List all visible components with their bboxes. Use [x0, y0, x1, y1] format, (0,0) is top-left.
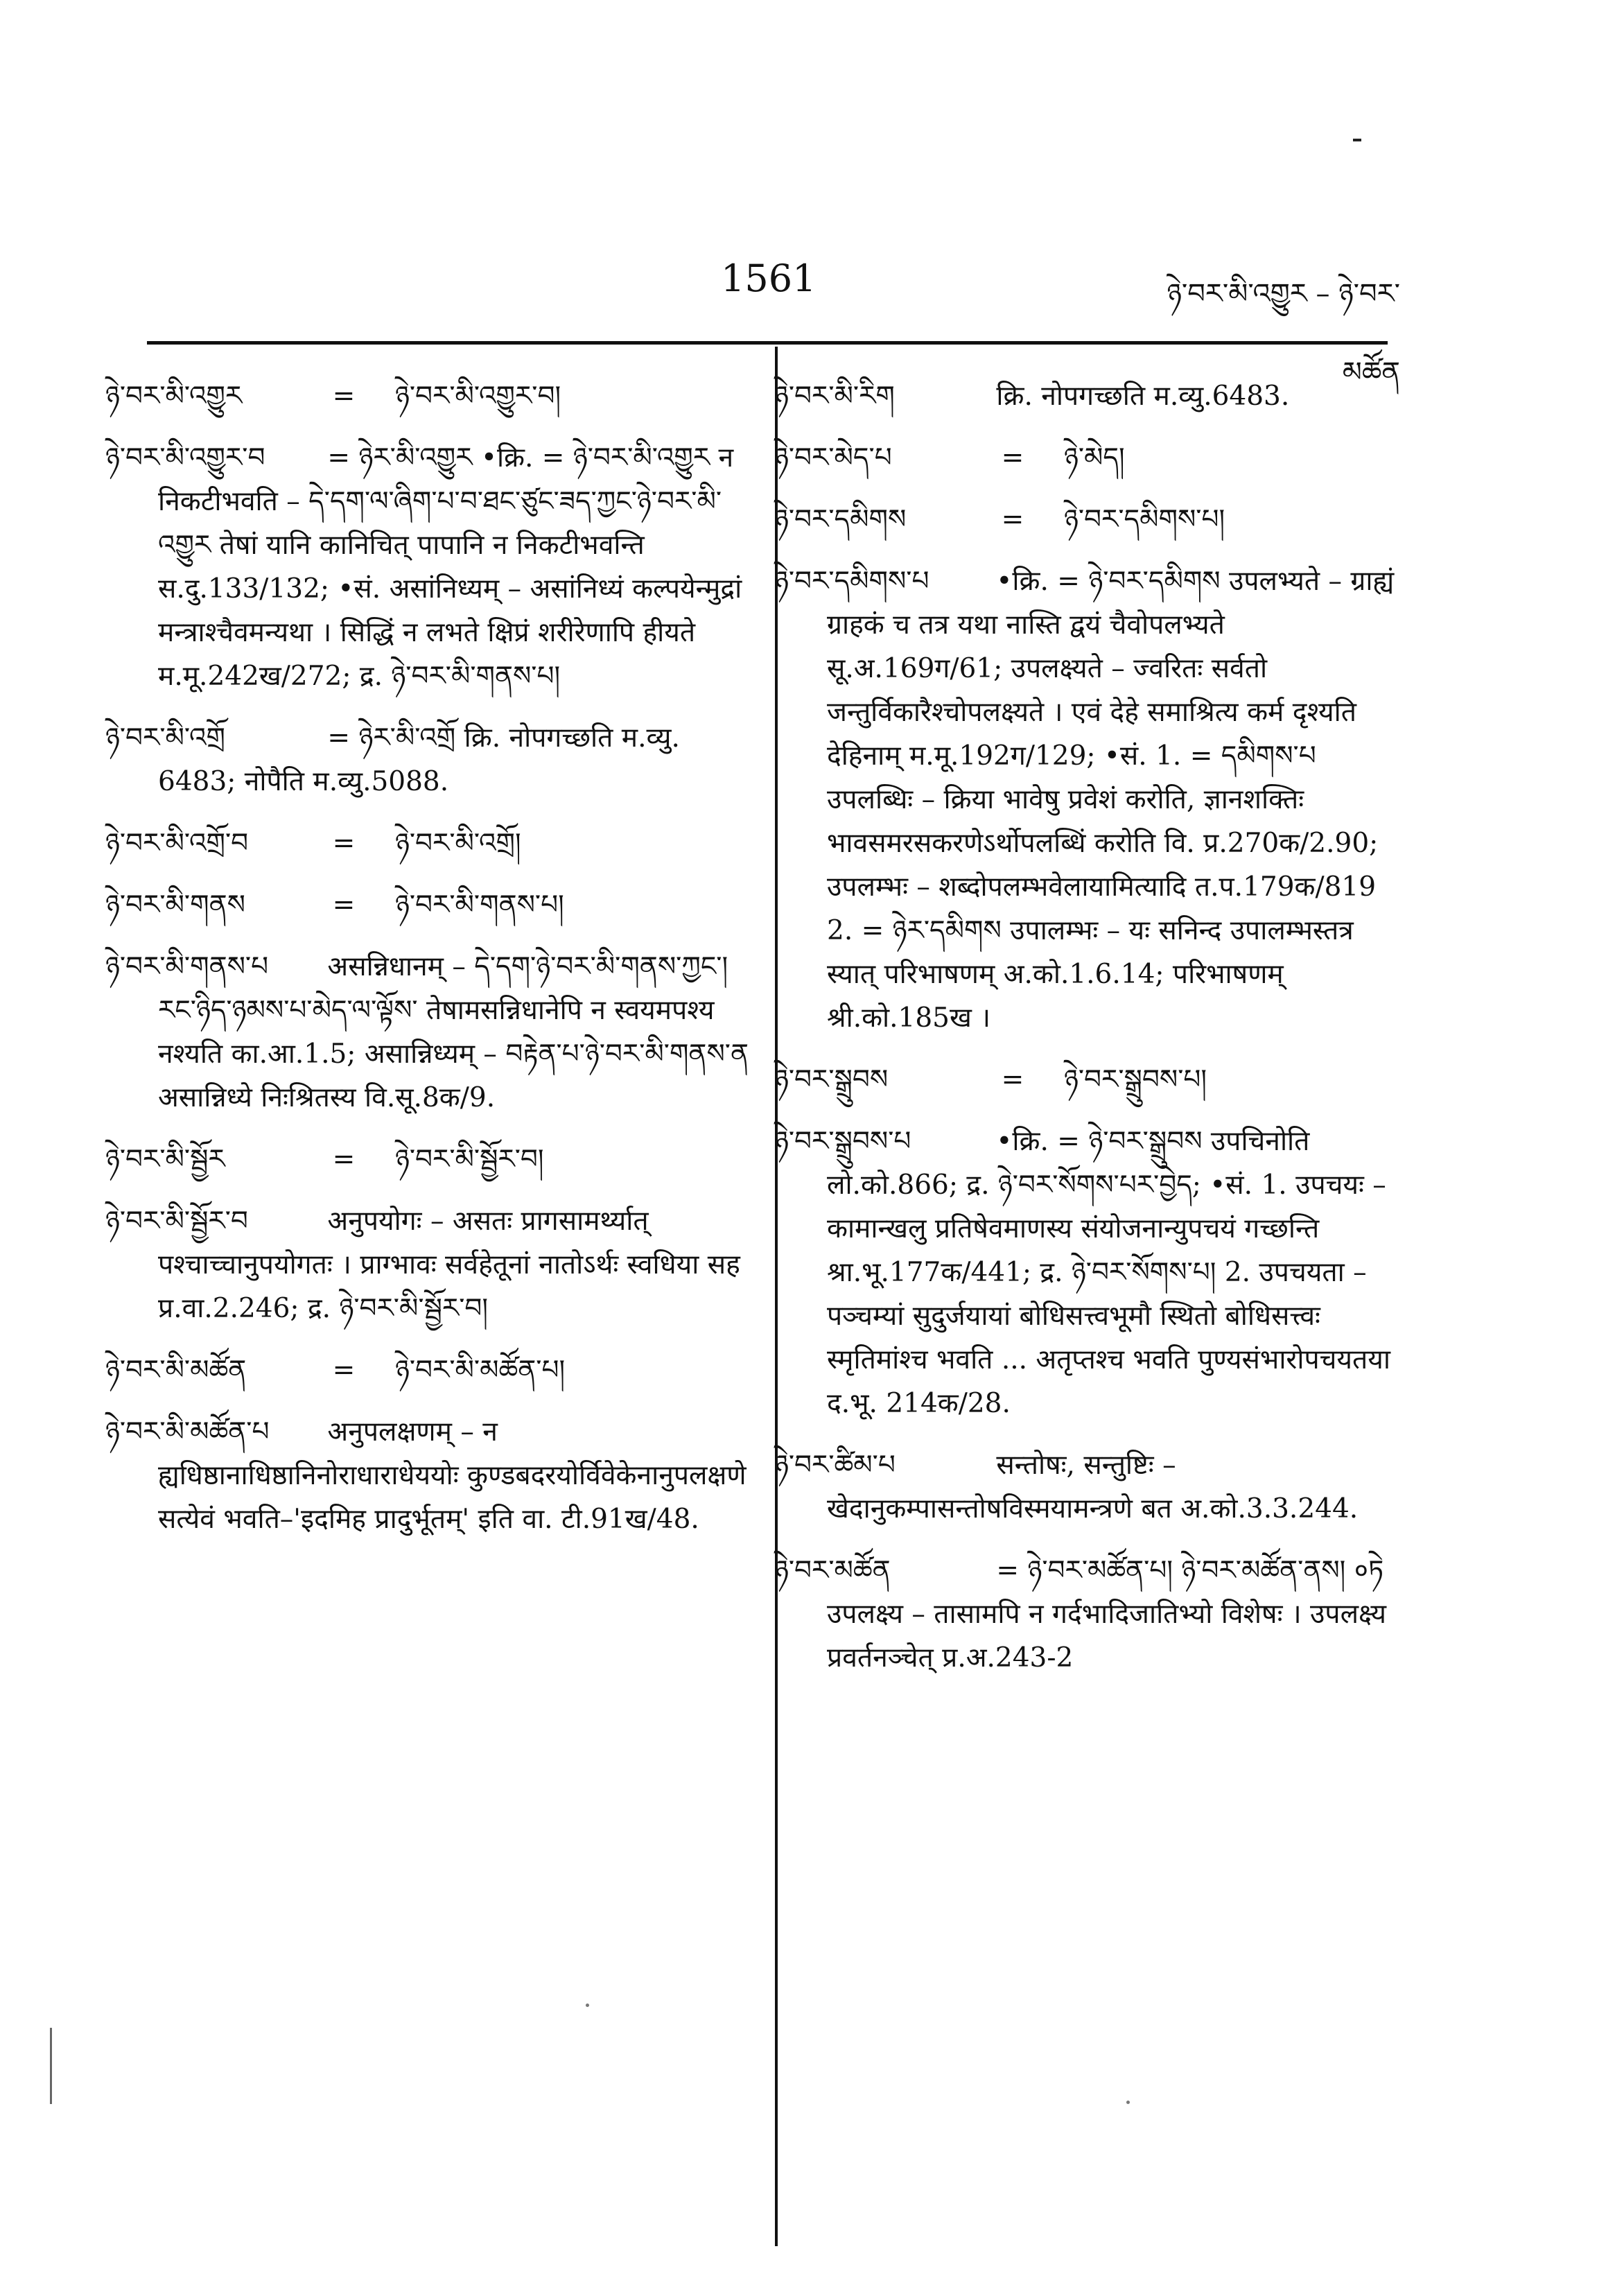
- running-head: ཉེ་བར་མི་འགྱུར – ཉེ་བར་མཚོན: [1167, 278, 1400, 388]
- entry-definition: •क्रि. = ཉེ་བར་དམིགས उपलभ्यते – ग्राह्यं ग्राहकं च तत्र यथा नास्ति द्वयं चैवोपलभ्यते सू.अ.169ग/61; उपलक्ष्यते – ज्वरितः सर्वतो जन्तुर्विकारैश्चोपलक्ष्यते । एवं देहे समाश्रित्य कर्म दृश्यति देहिनाम् म.मू.192ग/129; •सं. 1. = དམིགས་པ उपलब्धिः – क्रिया भावेषु प्रवेशं करोति, ज्ञानशक्तिः भावसमरसकरणेऽर्थोपलब्धिं करोति वि. प्र.270क/2.90; उपलम्भः – शब्दोपलम्भवेलायामित्यादि त.प.179क/819 2. = ཉེར་དམིགས उपालम्भः – यः सनिन्द उपालम्भस्तत्र स्यात् परिभाषणम् अ.को.1.6.14; परिभाषणम् श्री.को.185ख ।: [827, 566, 1395, 1034]
- header-rule: [147, 341, 1388, 345]
- entry-definition: ཉེ་བར་མི་མཚོན་པ།: [395, 1355, 566, 1386]
- equals-sign: =: [332, 889, 356, 921]
- dictionary-entry: [105, 883, 756, 927]
- entry-definition: ཉེ་བར་སྒྲུབས་པ།: [1064, 1064, 1207, 1095]
- entry-definition: अनुपयोगः – असतः प्रागसामर्थ्यात् पश्चाच्चानुपयोगतः । प्राग्भावः सर्वहेतूनां नातोऽर्थः स्वधिया सह प्र.वा.2.246; द्र. ཉེ་བར་མི་སྦྱོར་བ།: [158, 1206, 740, 1324]
- equals-sign: =: [1001, 504, 1024, 535]
- dictionary-entry: [774, 436, 1397, 480]
- entry-definition: = ཉེར་མི་འགྱུར •क्रि. = ཉེ་བར་མི་འགྱུར न निकटीभवति – དེ་དག་ལ་ཞིག་པ་བ་ཐང་ཙུང་ཟད་ཀྱང་ཉེ་བར་མི་འགྱུར तेषां यानि कानिचित् पापानि न निकटीभवन्ति स.दु.133/132; •सं. असांनिध्यम् – असांनिध्यं कल्पयेन्मुद्रां मन्त्राश्चैवमन्यथा । सिद्धिं न लभते क्षिप्रं शरीरेणापि हीयते म.मू.242ख/272; द्र. ཉེ་བར་མི་གནས་པ།: [158, 442, 742, 692]
- entry-headword: ཉེ་བར་མི་འགྱུར་བ: [105, 442, 265, 473]
- entry-headword: ཉེ་བར་མི་རིག: [774, 381, 895, 412]
- entry-headword: ཉེ་བར་སྒྲུབས་པ: [774, 1126, 911, 1157]
- dictionary-entry: [105, 436, 756, 698]
- entry-headword: ཉེ་བར་མཚོན: [774, 1555, 891, 1586]
- entry-headword: ཉེ་བར་མི་འགྲོ་བ: [105, 828, 249, 859]
- dictionary-entry: [105, 716, 756, 803]
- dictionary-entry: [105, 374, 756, 418]
- stray-mark: [1353, 139, 1361, 141]
- entry-definition: ཉེ་བར་མི་སྦྱོར་བ།: [395, 1144, 544, 1175]
- stray-mark: [1126, 2101, 1130, 2104]
- dictionary-entry: [774, 559, 1397, 1040]
- entry-headword: ཉེ་བར་ཚིམ་པ: [774, 1450, 896, 1481]
- entry-definition: ཉེ་བར་མི་གནས་པ།: [395, 889, 564, 921]
- page-number: 1561: [721, 257, 817, 300]
- entry-definition: क्रि. नोपगच्छति म.व्यु.6483.: [996, 381, 1290, 412]
- equals-sign: =: [1001, 1064, 1024, 1095]
- entry-definition: असन्निधानम् – དེ་དག་ཉེ་བར་མི་གནས་ཀྱང་། རང་ཉིད་ཉམས་པ་མེད་ལ་ལྟོས་ तेषामसन्निधानेपि न स्वयमपश्य नश्यति का.आ.1.5; असान्निध्यम् – བརྟེན་པ་ཉེ་བར་མི་གནས་ན असान्निध्ये निःश्रितस्य वि.सू.8क/9.: [158, 951, 749, 1113]
- dictionary-entry: [774, 1443, 1397, 1531]
- entry-definition: ཉེ་བར་མི་འགྲོ།: [395, 828, 521, 859]
- dictionary-entry: [774, 374, 1397, 418]
- dictionary-entry: [774, 1120, 1397, 1425]
- entry-definition: = ཉེར་མི་འགྲོ क्रि. नोपगच्छति म.व्यु. 6483; नोपैति म.व्यु.5088.: [158, 722, 680, 797]
- equals-sign: =: [1001, 442, 1024, 473]
- dictionary-entry: [105, 1138, 756, 1181]
- entry-definition: ཉེ་མེད།: [1064, 442, 1125, 473]
- equals-sign: =: [332, 828, 356, 859]
- entry-headword: ཉེ་བར་མི་མཚོན་པ: [105, 1416, 270, 1448]
- dictionary-entry: [774, 498, 1397, 541]
- dictionary-entry: [774, 1058, 1397, 1102]
- stray-mark: [50, 2028, 52, 2104]
- entry-definition: सन्तोषः, सन्तुष्टिः – खेदानुकम्पासन्तोषविस्मयामन्त्रणे बत अ.को.3.3.244.: [827, 1450, 1359, 1524]
- entry-headword: ཉེ་བར་མི་འགྲོ: [105, 722, 225, 754]
- equals-sign: =: [332, 1355, 356, 1386]
- entry-headword: ཉེ་བར་མི་གནས: [105, 889, 245, 921]
- dictionary-entry: [105, 822, 756, 865]
- dictionary-entry: [105, 1348, 756, 1392]
- entry-headword: ཉེ་བར་མི་འགྱུར: [105, 381, 243, 412]
- stray-mark: [586, 2004, 589, 2007]
- entry-headword: ཉེ་བར་མི་གནས་པ: [105, 951, 269, 982]
- entry-headword: ཉེ་བར་སྒྲུབས: [774, 1064, 889, 1095]
- equals-sign: =: [332, 381, 356, 412]
- left-column: [105, 374, 756, 1559]
- entry-definition: = ཉེ་བར་མཚོན་པ། ཉེ་བར་མཚོན་ནས། ०ཏེ उपलक्ष्य – तासामपि न गर्दभादिजातिभ्यो विशेषः । उपलक्ष्य प्रवर्तनञ्चेत् प्र.अ.243-2: [827, 1555, 1386, 1674]
- equals-sign: =: [332, 1144, 356, 1175]
- right-column: [774, 374, 1397, 1698]
- column-divider: [775, 347, 778, 2246]
- dictionary-entry: [105, 1410, 756, 1541]
- entry-definition: •क्रि. = ཉེ་བར་སྒྲུབས उपचिनोति लो.को.866; द्र. ཉེ་བར་སོགས་པར་བྱེད; •सं. 1. उपचयः – कामान्खलु प्रतिषेवमाणस्य संयोजनान्युपचयं गच्छन्ति श्रा.भू.177क/441; द्र. ཉེ་བར་སོགས་པ། 2. उपचयता – पञ्चम्यां सुदुर्जयायां बोधिसत्त्वभूमौ स्थितो बोधिसत्त्वः स्मृतिमांश्च भवति ... अतृप्तश्च भवति पुण्यसंभारोपचयतया द.भू. 214क/28.: [827, 1126, 1390, 1419]
- entry-headword: ཉེ་བར་མི་མཚོན: [105, 1355, 247, 1386]
- dictionary-entry: [774, 1549, 1397, 1680]
- entry-definition: ཉེ་བར་དམིགས་པ།: [1064, 504, 1225, 535]
- entry-definition: अनुपलक्षणम् – न ह्यधिष्ठानाधिष्ठानिनोराधाराधेययोः कुण्डबदरयोर्विवेकेनानुपलक्षणे सत्येवं भवति–'इदमिह प्रादुर्भूतम्' इति वा. टी.91ख/48.: [158, 1416, 746, 1535]
- entry-headword: ཉེ་བར་མི་སྦྱོར་བ: [105, 1206, 248, 1237]
- entry-headword: ཉེ་བར་དམིགས་པ: [774, 566, 929, 597]
- dictionary-entry: [105, 1199, 756, 1330]
- entry-headword: ཉེ་བར་མི་སྦྱོར: [105, 1144, 225, 1175]
- dictionary-entry: [105, 945, 756, 1120]
- entry-headword: ཉེ་བར་དམིགས: [774, 504, 907, 535]
- entry-headword: ཉེ་བར་མེད་པ: [774, 442, 892, 473]
- entry-definition: ཉེ་བར་མི་འགྱུར་བ།: [395, 381, 561, 412]
